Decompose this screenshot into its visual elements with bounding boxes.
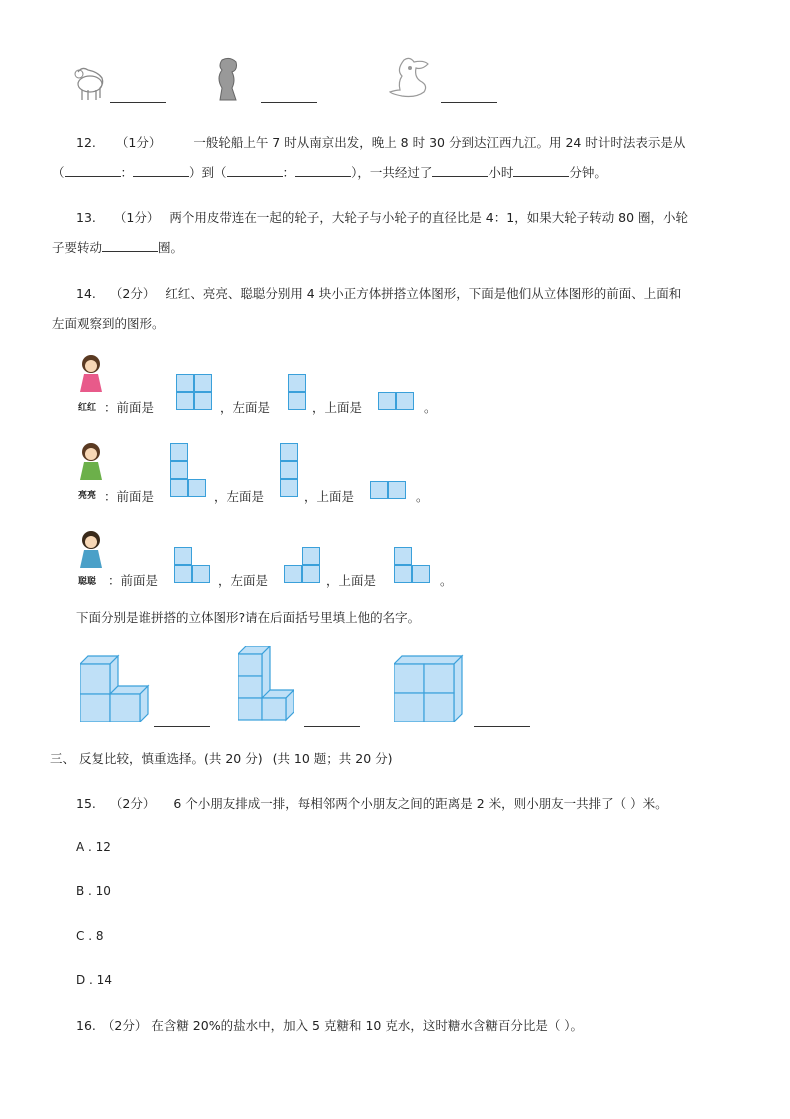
q13-line1: [76, 208, 688, 226]
cube-figure-3: [394, 654, 466, 722]
kid2-left-square: [280, 479, 298, 497]
kid3-front-square: [174, 565, 192, 583]
kid1-front-square: [194, 392, 212, 410]
kid2-left-square: [280, 443, 298, 461]
q15-option-d[interactable]: D . 14: [76, 973, 112, 987]
q13-text: 两个用皮带连在一起的轮子，大轮子与小轮子的直径比是 4：1，如果大轮子转动 80 圈，小轮: [169, 210, 689, 225]
kid1-top-square: [396, 392, 414, 410]
q15-line: [76, 794, 668, 812]
kid3-front-square: [192, 565, 210, 583]
kid3-left-square: [284, 565, 302, 583]
answer-blank-rabbit[interactable]: [441, 101, 497, 103]
cube-answer-blank-3[interactable]: [474, 725, 530, 727]
kid2-left-label: ，左面是: [214, 489, 265, 504]
q12-blank-end-hour[interactable]: [227, 164, 283, 177]
answer-blank-figure[interactable]: [261, 101, 317, 103]
q16-line: [76, 1016, 583, 1034]
kid3-name: 聪聪: [78, 577, 97, 587]
kid2-top-square: [370, 481, 388, 499]
kid3-left-square: [302, 547, 320, 565]
q12-blank-end-minute[interactable]: [295, 164, 351, 177]
rabbit-picture: [386, 54, 436, 102]
kid1-front-label: ：前面是: [104, 400, 155, 415]
kid3-end: 。: [440, 573, 453, 588]
q14-line2: 左面观察到的图形。: [52, 316, 165, 331]
kid1-name: 红红: [78, 403, 97, 413]
q12-line2: （ ： ）到（ ： ），一共经过了 小时 分钟。: [52, 165, 607, 180]
kid1-left-square: [288, 392, 306, 410]
section3-title: 三、 反复比较，慎重选择。(共 20 分): [50, 751, 263, 766]
goat-picture: [72, 62, 108, 102]
q12-number: 12.: [76, 135, 96, 150]
kid3-top-square: [412, 565, 430, 583]
figure-picture: [212, 56, 246, 102]
kid3-left-label: ，左面是: [218, 573, 269, 588]
kid2-front-square: [170, 479, 188, 497]
q12-line1: [76, 133, 685, 151]
kid2-name: 亮亮: [78, 491, 97, 501]
q13-number: 13.: [76, 210, 96, 225]
kid2-end: 。: [416, 489, 429, 504]
kid3-top-square: [394, 565, 412, 583]
q12-blank-hours[interactable]: [432, 164, 488, 177]
kid3-front-square: [174, 547, 192, 565]
cube-answer-blank-1[interactable]: [154, 725, 210, 727]
kid2-front-square: [170, 443, 188, 461]
q13-blank[interactable]: [102, 239, 158, 252]
kid1-end: 。: [424, 400, 437, 415]
kid3-top-label: ，上面是: [326, 573, 377, 588]
section3-heading: [50, 749, 393, 767]
kid1-front-square: [176, 374, 194, 392]
q15-text: 6 个小朋友排成一排，每相邻两个小朋友之间的距离是 2 米，则小朋友一共排了（ ）米。: [173, 796, 668, 811]
kid2-front-square: [188, 479, 206, 497]
q15-option-a[interactable]: A . 12: [76, 840, 111, 854]
kid1-left-square: [288, 374, 306, 392]
kid2-top-label: ，上面是: [304, 489, 355, 504]
q15-option-b[interactable]: B . 10: [76, 884, 111, 898]
q12-blank-start-minute[interactable]: [133, 164, 189, 177]
kid1-front-square: [194, 374, 212, 392]
q15-option-c[interactable]: C . 8: [76, 929, 104, 943]
q16-number: 16.: [76, 1018, 96, 1033]
q16-score: （2分）: [101, 1018, 148, 1033]
kid1-top-label: ，上面是: [312, 400, 363, 415]
boy-cong-icon: [76, 528, 106, 572]
q12-blank-minutes[interactable]: [513, 164, 569, 177]
q16-text: 在含糖 20%的盐水中，加入 5 克糖和 10 克水，这时糖水含糖百分比是（ ）。: [151, 1018, 584, 1033]
cube-figure-2: [238, 646, 294, 722]
cube-answer-blank-2[interactable]: [304, 725, 360, 727]
q13-score: （1分）: [113, 210, 160, 225]
answer-blank-goat[interactable]: [110, 101, 166, 103]
kid1-front-square: [176, 392, 194, 410]
q12-score: （1分）: [115, 135, 162, 150]
kid3-top-square: [394, 547, 412, 565]
kid2-front-square: [170, 461, 188, 479]
q12-blank-start-hour[interactable]: [65, 164, 121, 177]
boy-liang-icon: [76, 440, 106, 484]
q14-prompt: 下面分别是谁拼搭的立体图形?请在后面括号里填上他的名字。: [76, 610, 421, 625]
kid2-left-square: [280, 461, 298, 479]
q15-score: （2分）: [109, 796, 156, 811]
kid1-left-label: ，左面是: [220, 400, 271, 415]
q12-text: 一般轮船上午 7 时从南京出发，晚上 8 时 30 分到达江西九江。用 24 时计时法表示是从: [193, 135, 686, 150]
kid1-top-square: [378, 392, 396, 410]
q15-number: 15.: [76, 796, 96, 811]
q13-line2: 子要转动 圈。: [52, 240, 184, 255]
q14-number: 14.: [76, 286, 96, 301]
cube-figure-1: [80, 654, 152, 722]
kid2-top-square: [388, 481, 406, 499]
section3-meta: (共 10 题；共 20 分): [272, 751, 393, 766]
q14-score: （2分）: [109, 286, 156, 301]
q14-text: 红红、亮亮、聪聪分别用 4 块小正方体拼搭立体图形，下面是他们从立体图形的前面、上面和: [165, 286, 682, 301]
kid3-front-label: ：前面是: [108, 573, 159, 588]
kid3-left-square: [302, 565, 320, 583]
q14-line1: [76, 284, 681, 302]
girl-hong-icon: [76, 352, 106, 396]
kid2-front-label: ：前面是: [104, 489, 155, 504]
